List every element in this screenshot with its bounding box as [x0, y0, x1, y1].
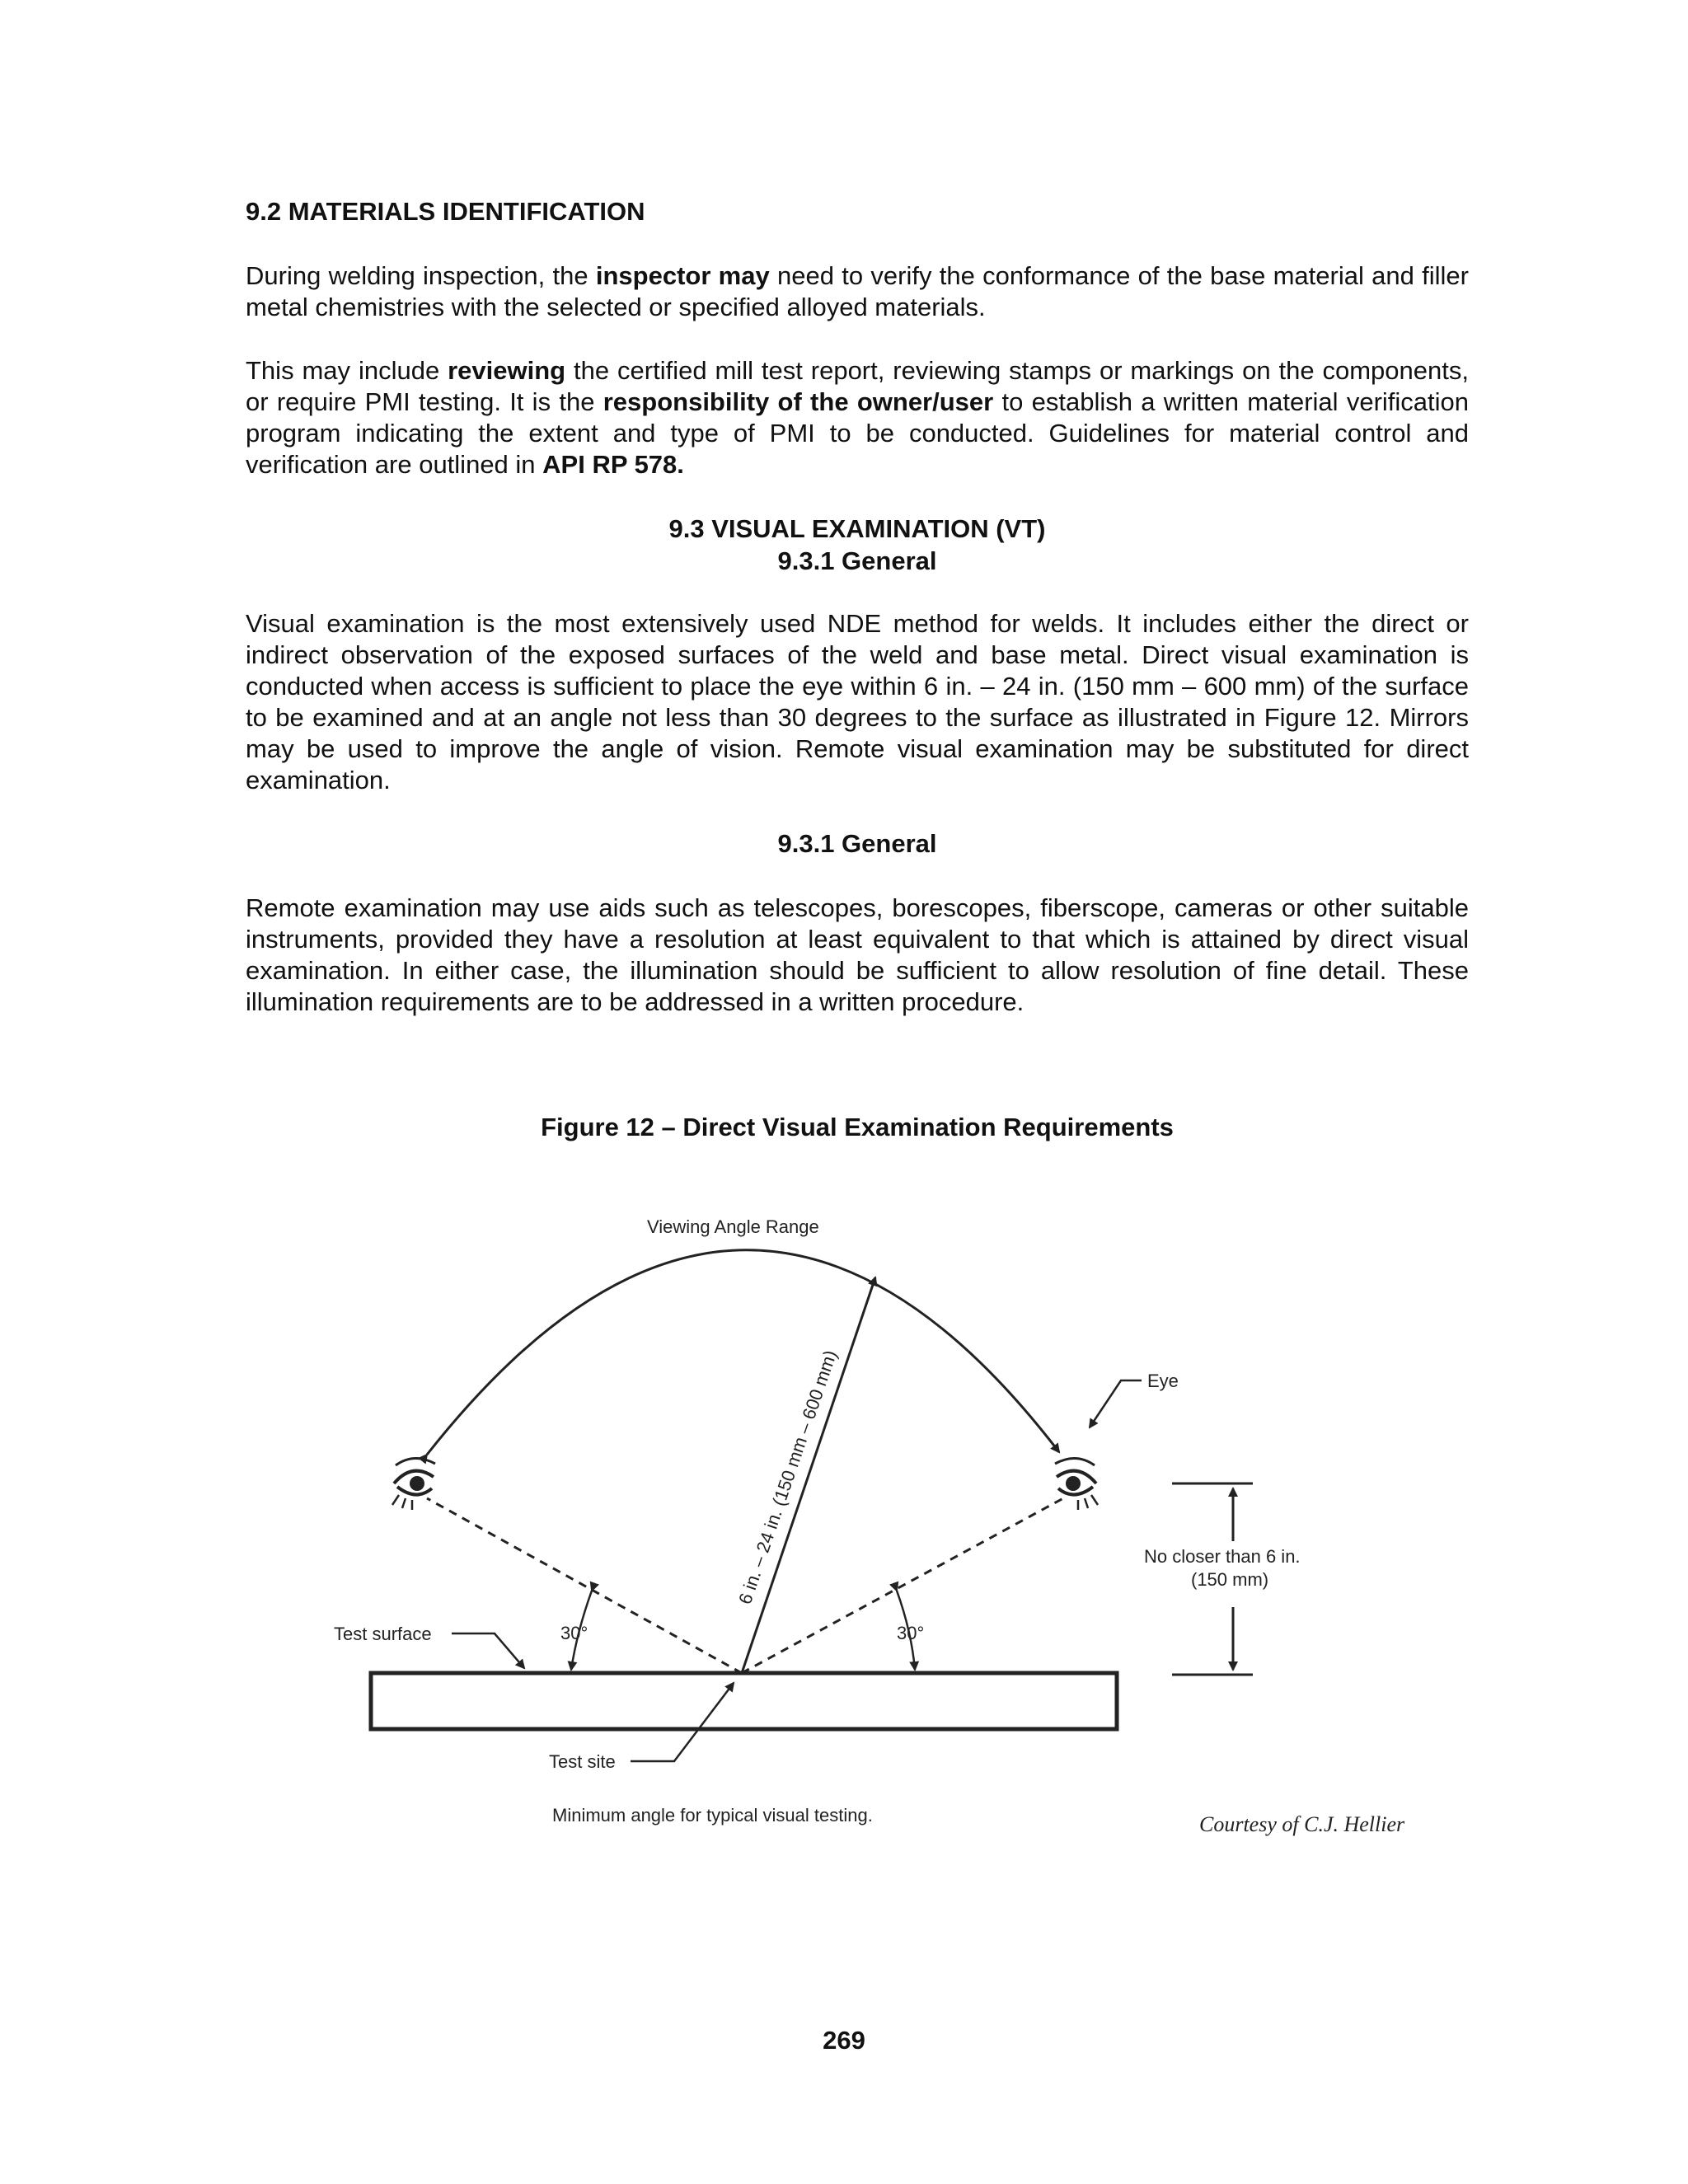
- viewing-angle-label: Viewing Angle Range: [647, 1216, 819, 1237]
- angle-label-left: 30°: [560, 1623, 588, 1643]
- text: need to verify the conformance of the base material and filler metal chemistries with the selected or specified alloyed materials.: [246, 261, 1469, 321]
- text: This may include: [246, 356, 448, 385]
- bold-text: reviewing: [448, 356, 566, 385]
- figure-title: Figure 12 – Direct Visual Examination Requirements: [541, 1113, 1174, 1141]
- bold-text: inspector may: [595, 261, 770, 290]
- no-closer-label: No closer than 6 in.: [1144, 1546, 1301, 1567]
- text: to establish a written material verification program indicating the extent and type of PMI to be conducted. Guidelines for material control and verification are outlined in: [246, 387, 1470, 479]
- paragraph-visual-examination: Visual examination is the most extensively used NDE method for welds. It includes either the direct or indirect observation of the exposed surfaces of the weld and base metal. Direct visual examination is conducted when access is sufficient to place the eye within 6 in. – 24 in. (150 mm – 600 mm) of the surface to be examined and at an angle not less than 30 degrees to the surface as illustrated in Figure 12. Mirrors may be used to improve the angle of vision. Remote visual examination may be substituted for direct examination.: [246, 609, 1469, 794]
- test-plate: [371, 1673, 1117, 1729]
- subsection-heading-general-2: 9.3.1 General: [777, 829, 937, 858]
- eye-icon: [1055, 1458, 1098, 1510]
- viewing-angle-arc: [427, 1250, 1059, 1455]
- test-site-label: Test site: [549, 1751, 616, 1772]
- eye-icon: [392, 1458, 435, 1510]
- subsection-heading-general: 9.3.1 General: [777, 546, 937, 575]
- page-number: 269: [823, 2026, 865, 2055]
- section-heading-materials-identification: 9.2 MATERIALS IDENTIFICATION: [246, 197, 645, 226]
- angle-label-right: 30°: [897, 1623, 925, 1643]
- eye-leader: [1090, 1380, 1142, 1427]
- courtesy-credit: Courtesy of C.J. Hellier: [1199, 1812, 1405, 1836]
- no-closer-label-metric: (150 mm): [1191, 1569, 1269, 1590]
- eye-label: Eye: [1147, 1371, 1179, 1391]
- paragraph-remote-examination: Remote examination may use aids such as telescopes, borescopes, fiberscope, cameras or other suitable instruments, provided they have a resolution at least equivalent to that which is attained by direct visual examination. In either case, the illumination should be sufficient to allow resolution of fine detail. These illumination requirements are to be addressed in a written procedure.: [246, 893, 1469, 1016]
- bold-text: API RP 578.: [542, 450, 684, 479]
- test-site-leader: [631, 1683, 734, 1761]
- text: During welding inspection, the: [246, 261, 596, 290]
- bold-text: responsibility of the owner/user: [603, 387, 994, 416]
- figure-caption: Minimum angle for typical visual testing.: [552, 1805, 873, 1825]
- test-surface-label: Test surface: [334, 1624, 432, 1644]
- text: the certified mill test report, reviewing stamps or markings on the components, or require PMI testing. It is the: [246, 356, 1469, 416]
- distance-label: 6 in. – 24 in. (150 mm – 600 mm): [734, 1347, 842, 1607]
- line-of-sight-left: [427, 1498, 742, 1673]
- distance-arrow: [742, 1277, 875, 1673]
- test-surface-leader: [452, 1633, 524, 1668]
- section-heading-visual-examination: 9.3 VISUAL EXAMINATION (VT): [668, 514, 1046, 543]
- line-of-sight-right: [742, 1498, 1063, 1673]
